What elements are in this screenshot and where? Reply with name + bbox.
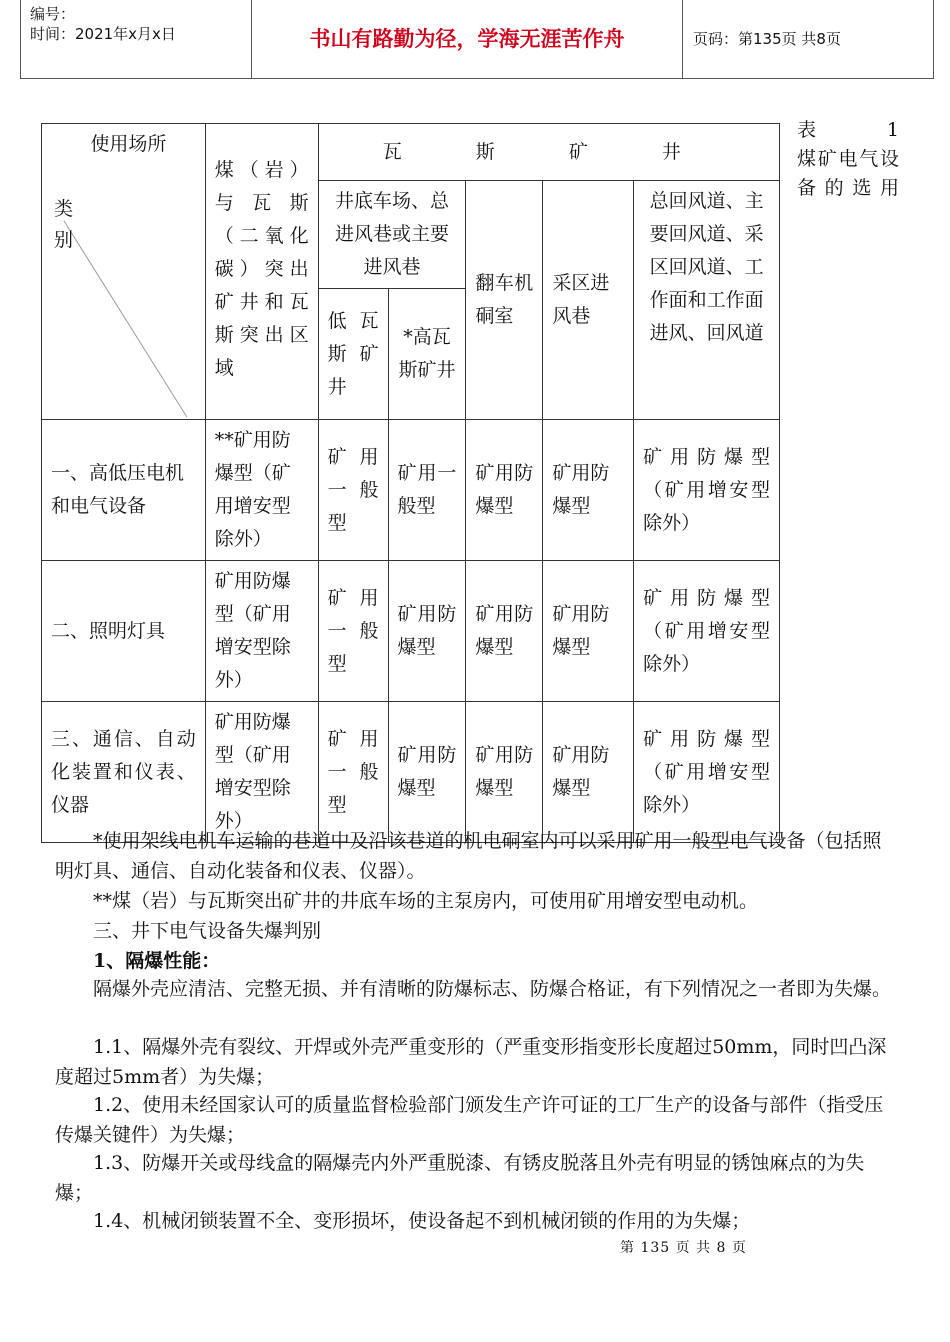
item-1-2: 1.2、使用未经国家认可的质量监督检验部门颁发生产许可证的工厂生产的设备与部件（指受压传爆关键件）为失爆； — [55, 1094, 884, 1146]
row-mining-intake: 矿用防爆型 — [543, 561, 634, 702]
intro-paragraph: 隔爆外壳应清洁、完整无损、并有清晰的防爆标志、防爆合格证，有下列情况之一者即为失爆。 — [93, 978, 892, 1000]
serial-label: 编号： — [30, 5, 76, 23]
equipment-selection-table — [41, 123, 780, 843]
row-high-gas: 矿用一般型 — [388, 420, 466, 561]
header-high-gas-mine: *高瓦斯矿井 — [388, 289, 466, 420]
row-return-air: 矿用防爆型（矿用增安型除外） — [634, 561, 780, 702]
subheading: 1、隔爆性能： — [93, 950, 221, 972]
row-mining-intake: 矿用防爆型 — [543, 702, 634, 843]
header-page-cell — [683, 0, 933, 78]
item-1-4: 1.4、机械闭锁装置不全、变形损坏，使设备起不到机械闭锁的作用的为失爆； — [93, 1210, 751, 1232]
header-mining-intake: 采区进风巷 — [543, 181, 634, 420]
row-tipper: 矿用防爆型 — [466, 420, 543, 561]
row-category: 三、通信、自动化装置和仪表、仪器 — [42, 702, 206, 843]
caption-number: 表 1 — [797, 119, 899, 141]
page-header — [20, 0, 934, 79]
header-low-gas-mine: 低瓦斯矿井 — [318, 289, 388, 420]
header-return-airway: 总回风道、主要回风道、采区回风道、工作面和工作面进风、回风道 — [634, 181, 780, 420]
time-label: 时间：2021年x月x日 — [30, 25, 176, 43]
header-tipper-chamber: 翻车机硐室 — [466, 181, 543, 420]
caption-title: 煤矿电气设备的选用 — [797, 148, 899, 199]
row-outburst: 矿用防爆型（矿用增安型除外） — [205, 702, 318, 843]
row-category: 二、照明灯具 — [42, 561, 206, 702]
row-high-gas: 矿用防爆型 — [388, 702, 466, 843]
row-tipper: 矿用防爆型 — [466, 702, 543, 843]
page-footer: 第 135 页 共 8 页 — [620, 1240, 747, 1256]
row-tipper: 矿用防爆型 — [466, 561, 543, 702]
row-low-gas: 矿用一般型 — [318, 702, 388, 843]
footnote-1: *使用架线电机车运输的巷道中及沿该巷道的机电硐室内可以采用矿用一般型电气设备（包括照明灯具、通信、自动化装备和仪表、仪器）。 — [55, 830, 882, 882]
row-category: 一、高低压电机和电气设备 — [42, 420, 206, 561]
row-return-air: 矿用防爆型（矿用增安型除外） — [634, 420, 780, 561]
section-heading: 三、井下电气设备失爆判别 — [93, 920, 322, 942]
usage-place-label: 使用场所 — [90, 133, 167, 155]
row-mining-intake: 矿用防爆型 — [543, 420, 634, 561]
header-gas-mine: 瓦 斯 矿 井 — [318, 124, 779, 181]
header-motto-cell — [252, 0, 683, 78]
item-1-3: 1.3、防爆开关或母线盒的隔爆壳内外严重脱漆、有锈皮脱落且外壳有明显的锈蚀麻点的为失爆； — [55, 1152, 865, 1204]
table-corner-cell — [42, 124, 206, 420]
header-shaft-bottom: 井底车场、总进风巷或主要进风巷 — [318, 181, 466, 289]
row-outburst: **矿用防爆型（矿用增安型除外） — [205, 420, 318, 561]
table-caption — [797, 116, 899, 203]
item-1-1: 1.1、隔爆外壳有裂纹、开焊或外壳严重变形的（严重变形指变形长度超过50mm，同时凹凸深度超过5mm者）为失爆； — [55, 1036, 887, 1088]
category-label: 类别 — [54, 198, 74, 251]
row-high-gas: 矿用防爆型 — [388, 561, 466, 702]
row-outburst: 矿用防爆型（矿用增安型除外） — [205, 561, 318, 702]
header-outburst-mine: 煤（岩）与瓦斯（二氧化碳）突出矿井和瓦斯突出区域 — [205, 124, 318, 420]
row-low-gas: 矿用一般型 — [318, 561, 388, 702]
footnote-2: **煤（岩）与瓦斯突出矿井的井底车场的主泵房内，可使用矿用增安型电动机。 — [93, 890, 759, 912]
diagonal-line — [42, 124, 205, 419]
row-return-air: 矿用防爆型（矿用增安型除外） — [634, 702, 780, 843]
row-low-gas: 矿用一般型 — [318, 420, 388, 561]
header-meta — [21, 0, 252, 78]
motto: 书山有路勤为径，学海无涯苦作舟 — [309, 27, 625, 51]
page-label: 页码：第135页 共8页 — [693, 30, 841, 48]
